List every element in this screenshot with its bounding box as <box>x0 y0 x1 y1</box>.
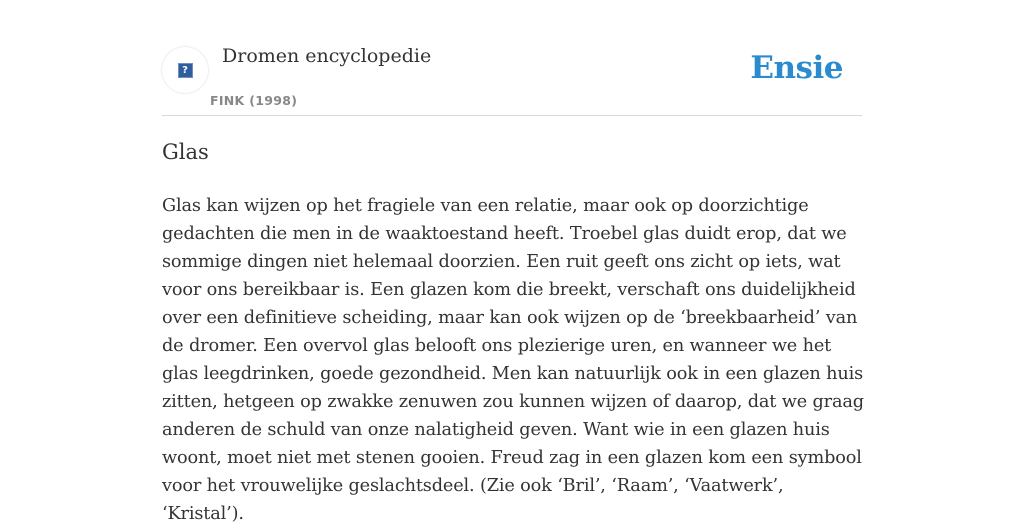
source-logo[interactable] <box>162 47 208 93</box>
question-mark-icon: ? <box>178 63 193 78</box>
entry-body: Glas kan wijzen op het fragiele van een relatie, maar ook op doorzichtige gedachten die men in de waaktoestand heeft. Troebel glas duidt erop, dat we sommige dingen niet helemaal doorzien. Een ruit geeft ons zicht op iets, wat voor ons bereikbaar is. Een glazen kom die breekt, verschaft ons duidelijkheid over een definitieve scheiding, maar kan ook wijzen op de ‘breekbaarheid’ van de dromer. Een overvol glas belooft ons plezierige uren, en wanneer we het glas leegdrinken, goede gezondheid. Men kan natuurlijk ook in een glazen huis zitten, hetgeen op zwakke zenuwen zou kunnen wijzen of daarop, dat we graag anderen de schuld van onze nalatigheid geven. Want wie in een glazen huis woont, moet niet met stenen gooien. Freud zag in een glazen kom een symbool voor het vrouwelijke geslachtsdeel. (Zie ook ‘Bril’, ‘Raam’, ‘Vaatwerk’, ‘Kristal’). <box>162 196 864 524</box>
ensie-logo[interactable]: Ensie <box>750 50 843 86</box>
source-author: FINK (1998) <box>210 93 298 108</box>
entry-card <box>162 0 864 524</box>
source-title[interactable]: Dromen encyclopedie <box>222 45 432 67</box>
entry-title: Glas <box>162 140 209 164</box>
source-header <box>162 0 862 116</box>
